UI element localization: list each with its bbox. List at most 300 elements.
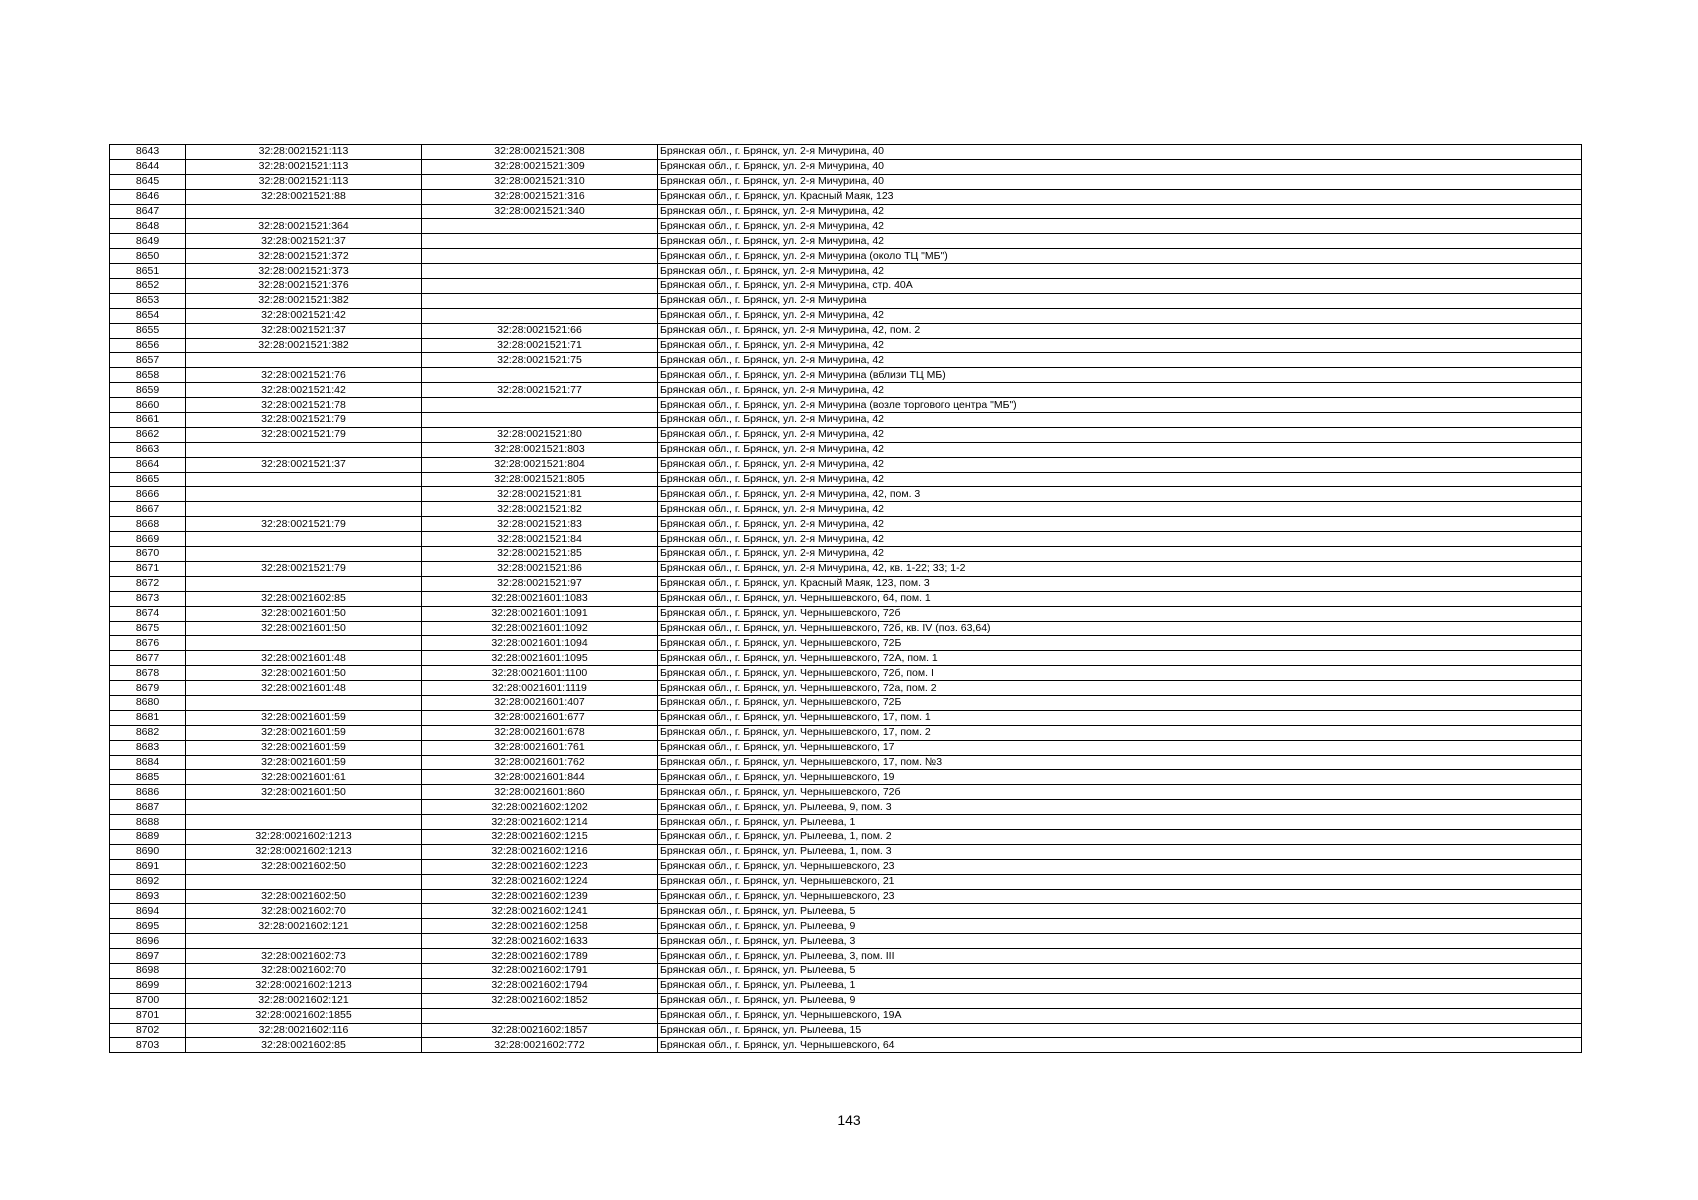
cadastral-number-cell: [422, 368, 658, 383]
row-number-cell: 8651: [110, 264, 186, 279]
parent-cadastral-number-cell: [186, 442, 422, 457]
cadastral-number-cell: 32:28:0021521:71: [422, 338, 658, 353]
address-cell: Брянская обл., г. Брянск, ул. 2-я Мичурина, 42, пом. 3: [658, 487, 1582, 502]
parent-cadastral-number-cell: 32:28:0021521:382: [186, 293, 422, 308]
table-row: [110, 457, 1582, 472]
parent-cadastral-number-cell: [186, 815, 422, 830]
address-cell: Брянская обл., г. Брянск, ул. Чернышевского, 72б, пом. I: [658, 666, 1582, 681]
address-cell: Брянская обл., г. Брянск, ул. Чернышевского, 64: [658, 1038, 1582, 1053]
table-row: [110, 502, 1582, 517]
table-row: [110, 189, 1582, 204]
parent-cadastral-number-cell: 32:28:0021602:121: [186, 919, 422, 934]
address-cell: Брянская обл., г. Брянск, ул. 2-я Мичурина, 42: [658, 547, 1582, 562]
cadastral-number-cell: 32:28:0021521:316: [422, 189, 658, 204]
cadastral-number-cell: 32:28:0021521:805: [422, 472, 658, 487]
address-cell: Брянская обл., г. Брянск, ул. 2-я Мичурина, 42, пом. 2: [658, 323, 1582, 338]
parent-cadastral-number-cell: 32:28:0021602:50: [186, 859, 422, 874]
parent-cadastral-number-cell: 32:28:0021602:121: [186, 993, 422, 1008]
cadastral-number-cell: 32:28:0021602:1258: [422, 919, 658, 934]
page-number: 143: [837, 1112, 861, 1128]
parent-cadastral-number-cell: 32:28:0021601:50: [186, 785, 422, 800]
parent-cadastral-number-cell: 32:28:0021521:76: [186, 368, 422, 383]
cadastral-number-cell: [422, 234, 658, 249]
cadastral-number-cell: 32:28:0021602:1223: [422, 859, 658, 874]
parent-cadastral-number-cell: 32:28:0021521:78: [186, 398, 422, 413]
row-number-cell: 8648: [110, 219, 186, 234]
table-row: [110, 636, 1582, 651]
cadastral-number-cell: 32:28:0021602:1791: [422, 963, 658, 978]
row-number-cell: 8671: [110, 561, 186, 576]
row-number-cell: 8684: [110, 755, 186, 770]
data-table: [109, 144, 1582, 1053]
table-row: [110, 413, 1582, 428]
cadastral-number-cell: 32:28:0021521:66: [422, 323, 658, 338]
cadastral-number-cell: 32:28:0021601:1095: [422, 651, 658, 666]
cadastral-number-cell: [422, 219, 658, 234]
cadastral-number-cell: 32:28:0021521:85: [422, 547, 658, 562]
address-cell: Брянская обл., г. Брянск, ул. 2-я Мичурина, 42: [658, 204, 1582, 219]
parent-cadastral-number-cell: 32:28:0021521:37: [186, 457, 422, 472]
parent-cadastral-number-cell: [186, 576, 422, 591]
parent-cadastral-number-cell: [186, 547, 422, 562]
row-number-cell: 8680: [110, 695, 186, 710]
parent-cadastral-number-cell: [186, 636, 422, 651]
row-number-cell: 8669: [110, 532, 186, 547]
parent-cadastral-number-cell: 32:28:0021601:48: [186, 681, 422, 696]
table-row: [110, 651, 1582, 666]
table-row: [110, 427, 1582, 442]
row-number-cell: 8699: [110, 978, 186, 993]
row-number-cell: 8664: [110, 457, 186, 472]
parent-cadastral-number-cell: 32:28:0021521:372: [186, 249, 422, 264]
table-row: [110, 919, 1582, 934]
row-number-cell: 8667: [110, 502, 186, 517]
address-cell: Брянская обл., г. Брянск, ул. Чернышевского, 23: [658, 859, 1582, 874]
table-row: [110, 383, 1582, 398]
parent-cadastral-number-cell: [186, 874, 422, 889]
table-row: [110, 725, 1582, 740]
table-row: [110, 517, 1582, 532]
table-row: [110, 219, 1582, 234]
address-cell: Брянская обл., г. Брянск, ул. 2-я Мичурина, 42: [658, 517, 1582, 532]
cadastral-number-cell: 32:28:0021601:844: [422, 770, 658, 785]
parent-cadastral-number-cell: 32:28:0021521:79: [186, 427, 422, 442]
cadastral-number-cell: 32:28:0021602:1794: [422, 978, 658, 993]
table-row: [110, 770, 1582, 785]
parent-cadastral-number-cell: [186, 800, 422, 815]
row-number-cell: 8653: [110, 293, 186, 308]
address-cell: Брянская обл., г. Брянск, ул. 2-я Мичурина: [658, 293, 1582, 308]
address-cell: Брянская обл., г. Брянск, ул. Рылеева, 9: [658, 919, 1582, 934]
parent-cadastral-number-cell: [186, 695, 422, 710]
cadastral-number-cell: 32:28:0021521:308: [422, 145, 658, 160]
row-number-cell: 8645: [110, 174, 186, 189]
parent-cadastral-number-cell: [186, 487, 422, 502]
cadastral-number-cell: [422, 1008, 658, 1023]
cadastral-number-cell: 32:28:0021521:804: [422, 457, 658, 472]
cadastral-number-cell: [422, 398, 658, 413]
table-row: [110, 1023, 1582, 1038]
cadastral-number-cell: 32:28:0021602:1239: [422, 889, 658, 904]
table-row: [110, 145, 1582, 160]
cadastral-number-cell: 32:28:0021602:1789: [422, 949, 658, 964]
row-number-cell: 8643: [110, 145, 186, 160]
address-cell: Брянская обл., г. Брянск, ул. Чернышевского, 23: [658, 889, 1582, 904]
address-cell: Брянская обл., г. Брянск, ул. 2-я Мичурина, 42: [658, 427, 1582, 442]
cadastral-number-cell: 32:28:0021601:678: [422, 725, 658, 740]
row-number-cell: 8668: [110, 517, 186, 532]
table-row: [110, 576, 1582, 591]
address-cell: Брянская обл., г. Брянск, ул. 2-я Мичурина, 42: [658, 472, 1582, 487]
cadastral-number-cell: 32:28:0021602:1633: [422, 934, 658, 949]
table-row: [110, 1038, 1582, 1053]
table-row: [110, 606, 1582, 621]
parent-cadastral-number-cell: 32:28:0021521:42: [186, 383, 422, 398]
row-number-cell: 8644: [110, 159, 186, 174]
row-number-cell: 8649: [110, 234, 186, 249]
address-cell: Брянская обл., г. Брянск, ул. 2-я Мичурина, 42: [658, 457, 1582, 472]
row-number-cell: 8663: [110, 442, 186, 457]
parent-cadastral-number-cell: 32:28:0021602:85: [186, 591, 422, 606]
cadastral-number-cell: [422, 279, 658, 294]
table-row: [110, 621, 1582, 636]
parent-cadastral-number-cell: 32:28:0021602:85: [186, 1038, 422, 1053]
parent-cadastral-number-cell: 32:28:0021601:50: [186, 606, 422, 621]
table-row: [110, 859, 1582, 874]
cadastral-number-cell: 32:28:0021601:407: [422, 695, 658, 710]
table-row: [110, 695, 1582, 710]
address-cell: Брянская обл., г. Брянск, ул. 2-я Мичурина, 40: [658, 174, 1582, 189]
cadastral-number-cell: [422, 249, 658, 264]
address-cell: Брянская обл., г. Брянск, ул. 2-я Мичурина, 42: [658, 219, 1582, 234]
parent-cadastral-number-cell: 32:28:0021602:73: [186, 949, 422, 964]
row-number-cell: 8677: [110, 651, 186, 666]
row-number-cell: 8675: [110, 621, 186, 636]
address-cell: Брянская обл., г. Брянск, ул. 2-я Мичурина, 42: [658, 502, 1582, 517]
row-number-cell: 8650: [110, 249, 186, 264]
row-number-cell: 8655: [110, 323, 186, 338]
address-cell: Брянская обл., г. Брянск, ул. Красный Маяк, 123, пом. 3: [658, 576, 1582, 591]
table-row: [110, 487, 1582, 502]
address-cell: Брянская обл., г. Брянск, ул. Рылеева, 3, пом. III: [658, 949, 1582, 964]
address-cell: Брянская обл., г. Брянск, ул. 2-я Мичурина, 42: [658, 532, 1582, 547]
cadastral-number-cell: 32:28:0021601:1119: [422, 681, 658, 696]
address-cell: Брянская обл., г. Брянск, ул. Рылеева, 1, пом. 3: [658, 844, 1582, 859]
parent-cadastral-number-cell: 32:28:0021601:59: [186, 710, 422, 725]
cadastral-number-cell: 32:28:0021602:1214: [422, 815, 658, 830]
row-number-cell: 8685: [110, 770, 186, 785]
address-cell: Брянская обл., г. Брянск, ул. 2-я Мичурина, стр. 40А: [658, 279, 1582, 294]
table-row: [110, 844, 1582, 859]
cadastral-number-cell: 32:28:0021601:1083: [422, 591, 658, 606]
row-number-cell: 8672: [110, 576, 186, 591]
cadastral-number-cell: 32:28:0021521:309: [422, 159, 658, 174]
table-row: [110, 338, 1582, 353]
row-number-cell: 8673: [110, 591, 186, 606]
address-cell: Брянская обл., г. Брянск, ул. 2-я Мичурина (вблизи ТЦ МБ): [658, 368, 1582, 383]
row-number-cell: 8657: [110, 353, 186, 368]
cadastral-number-cell: 32:28:0021521:80: [422, 427, 658, 442]
parent-cadastral-number-cell: [186, 204, 422, 219]
row-number-cell: 8659: [110, 383, 186, 398]
table-row: [110, 532, 1582, 547]
parent-cadastral-number-cell: [186, 934, 422, 949]
table-row: [110, 963, 1582, 978]
row-number-cell: 8701: [110, 1008, 186, 1023]
parent-cadastral-number-cell: [186, 353, 422, 368]
parent-cadastral-number-cell: 32:28:0021521:113: [186, 145, 422, 160]
address-cell: Брянская обл., г. Брянск, ул. Чернышевского, 17, пом. №3: [658, 755, 1582, 770]
address-cell: Брянская обл., г. Брянск, ул. 2-я Мичурина, 42: [658, 234, 1582, 249]
table-row: [110, 934, 1582, 949]
parent-cadastral-number-cell: 32:28:0021602:1855: [186, 1008, 422, 1023]
parent-cadastral-number-cell: 32:28:0021601:59: [186, 725, 422, 740]
cadastral-number-cell: 32:28:0021601:1100: [422, 666, 658, 681]
row-number-cell: 8674: [110, 606, 186, 621]
parent-cadastral-number-cell: 32:28:0021601:48: [186, 651, 422, 666]
address-cell: Брянская обл., г. Брянск, ул. Рылеева, 1: [658, 978, 1582, 993]
table-row: [110, 681, 1582, 696]
address-cell: Брянская обл., г. Брянск, ул. Чернышевского, 72б: [658, 606, 1582, 621]
address-cell: Брянская обл., г. Брянск, ул. Рылеева, 5: [658, 963, 1582, 978]
table-row: [110, 249, 1582, 264]
cadastral-number-cell: 32:28:0021601:860: [422, 785, 658, 800]
address-cell: Брянская обл., г. Брянск, ул. Чернышевского, 72б: [658, 785, 1582, 800]
parent-cadastral-number-cell: 32:28:0021602:1213: [186, 978, 422, 993]
parent-cadastral-number-cell: 32:28:0021521:364: [186, 219, 422, 234]
table-row: [110, 993, 1582, 1008]
parent-cadastral-number-cell: 32:28:0021521:88: [186, 189, 422, 204]
table-row: [110, 1008, 1582, 1023]
address-cell: Брянская обл., г. Брянск, ул. 2-я Мичурина, 42: [658, 338, 1582, 353]
address-cell: Брянская обл., г. Брянск, ул. Чернышевского, 17: [658, 740, 1582, 755]
address-cell: Брянская обл., г. Брянск, ул. Рылеева, 3: [658, 934, 1582, 949]
row-number-cell: 8703: [110, 1038, 186, 1053]
cadastral-number-cell: 32:28:0021602:1216: [422, 844, 658, 859]
cadastral-number-cell: 32:28:0021601:762: [422, 755, 658, 770]
parent-cadastral-number-cell: 32:28:0021601:50: [186, 621, 422, 636]
cadastral-number-cell: 32:28:0021602:1224: [422, 874, 658, 889]
address-cell: Брянская обл., г. Брянск, ул. Рылеева, 1: [658, 815, 1582, 830]
table-row: [110, 398, 1582, 413]
parent-cadastral-number-cell: 32:28:0021521:376: [186, 279, 422, 294]
cadastral-number-cell: 32:28:0021521:97: [422, 576, 658, 591]
row-number-cell: 8656: [110, 338, 186, 353]
table-row: [110, 308, 1582, 323]
cadastral-number-cell: 32:28:0021602:772: [422, 1038, 658, 1053]
address-cell: Брянская обл., г. Брянск, ул. Рылеева, 9: [658, 993, 1582, 1008]
row-number-cell: 8692: [110, 874, 186, 889]
address-cell: Брянская обл., г. Брянск, ул. Чернышевского, 72б, кв. IV (поз. 63,64): [658, 621, 1582, 636]
cadastral-number-cell: 32:28:0021601:1094: [422, 636, 658, 651]
row-number-cell: 8679: [110, 681, 186, 696]
address-cell: Брянская обл., г. Брянск, ул. Чернышевского, 72А, пом. 1: [658, 651, 1582, 666]
address-cell: Брянская обл., г. Брянск, ул. Рылеева, 5: [658, 904, 1582, 919]
address-cell: Брянская обл., г. Брянск, ул. Красный Маяк, 123: [658, 189, 1582, 204]
address-cell: Брянская обл., г. Брянск, ул. Рылеева, 1, пом. 2: [658, 829, 1582, 844]
cadastral-number-cell: 32:28:0021602:1202: [422, 800, 658, 815]
row-number-cell: 8700: [110, 993, 186, 1008]
parent-cadastral-number-cell: 32:28:0021521:382: [186, 338, 422, 353]
parent-cadastral-number-cell: 32:28:0021602:1213: [186, 829, 422, 844]
row-number-cell: 8670: [110, 547, 186, 562]
cadastral-number-cell: [422, 293, 658, 308]
parent-cadastral-number-cell: 32:28:0021601:59: [186, 755, 422, 770]
row-number-cell: 8662: [110, 427, 186, 442]
table-row: [110, 353, 1582, 368]
address-cell: Брянская обл., г. Брянск, ул. 2-я Мичурина, 42: [658, 264, 1582, 279]
table-row: [110, 829, 1582, 844]
address-cell: Брянская обл., г. Брянск, ул. 2-я Мичурина (около ТЦ "МБ"): [658, 249, 1582, 264]
table-row: [110, 666, 1582, 681]
table-row: [110, 904, 1582, 919]
address-cell: Брянская обл., г. Брянск, ул. 2-я Мичурина, 42: [658, 353, 1582, 368]
table-row: [110, 174, 1582, 189]
cadastral-number-cell: 32:28:0021602:1215: [422, 829, 658, 844]
address-cell: Брянская обл., г. Брянск, ул. Чернышевского, 72а, пом. 2: [658, 681, 1582, 696]
address-cell: Брянская обл., г. Брянск, ул. 2-я Мичурина, 42, кв. 1-22; 33; 1-2: [658, 561, 1582, 576]
parent-cadastral-number-cell: 32:28:0021601:50: [186, 666, 422, 681]
table-row: [110, 293, 1582, 308]
row-number-cell: 8683: [110, 740, 186, 755]
cadastral-number-cell: 32:28:0021521:803: [422, 442, 658, 457]
parent-cadastral-number-cell: 32:28:0021521:37: [186, 234, 422, 249]
table-row: [110, 547, 1582, 562]
row-number-cell: 8654: [110, 308, 186, 323]
parent-cadastral-number-cell: 32:28:0021521:79: [186, 413, 422, 428]
table-row: [110, 472, 1582, 487]
parent-cadastral-number-cell: 32:28:0021601:59: [186, 740, 422, 755]
parent-cadastral-number-cell: 32:28:0021602:70: [186, 963, 422, 978]
table-row: [110, 368, 1582, 383]
cadastral-number-cell: 32:28:0021521:340: [422, 204, 658, 219]
row-number-cell: 8686: [110, 785, 186, 800]
row-number-cell: 8694: [110, 904, 186, 919]
row-number-cell: 8689: [110, 829, 186, 844]
row-number-cell: 8702: [110, 1023, 186, 1038]
row-number-cell: 8658: [110, 368, 186, 383]
address-cell: Брянская обл., г. Брянск, ул. 2-я Мичурина (возле торгового центра "МБ"): [658, 398, 1582, 413]
row-number-cell: 8697: [110, 949, 186, 964]
address-cell: Брянская обл., г. Брянск, ул. 2-я Мичурина, 42: [658, 413, 1582, 428]
parent-cadastral-number-cell: 32:28:0021521:79: [186, 561, 422, 576]
cadastral-number-cell: 32:28:0021521:310: [422, 174, 658, 189]
cadastral-number-cell: 32:28:0021601:761: [422, 740, 658, 755]
table-row: [110, 561, 1582, 576]
cadastral-number-cell: 32:28:0021521:83: [422, 517, 658, 532]
row-number-cell: 8681: [110, 710, 186, 725]
table-row: [110, 740, 1582, 755]
cadastral-number-cell: 32:28:0021602:1852: [422, 993, 658, 1008]
address-cell: Брянская обл., г. Брянск, ул. Чернышевского, 72Б: [658, 695, 1582, 710]
table-row: [110, 442, 1582, 457]
address-cell: Брянская обл., г. Брянск, ул. 2-я Мичурина, 42: [658, 442, 1582, 457]
cadastral-number-cell: 32:28:0021521:77: [422, 383, 658, 398]
row-number-cell: 8676: [110, 636, 186, 651]
address-cell: Брянская обл., г. Брянск, ул. 2-я Мичурина, 42: [658, 383, 1582, 398]
row-number-cell: 8682: [110, 725, 186, 740]
table-row: [110, 204, 1582, 219]
parent-cadastral-number-cell: 32:28:0021602:116: [186, 1023, 422, 1038]
cadastral-number-cell: 32:28:0021601:1091: [422, 606, 658, 621]
table-body: [110, 145, 1582, 1053]
row-number-cell: 8661: [110, 413, 186, 428]
table-row: [110, 889, 1582, 904]
table-row: [110, 323, 1582, 338]
cadastral-number-cell: 32:28:0021602:1241: [422, 904, 658, 919]
cadastral-number-cell: 32:28:0021521:81: [422, 487, 658, 502]
parent-cadastral-number-cell: 32:28:0021521:79: [186, 517, 422, 532]
parent-cadastral-number-cell: [186, 502, 422, 517]
table-row: [110, 978, 1582, 993]
row-number-cell: 8678: [110, 666, 186, 681]
cadastral-number-cell: 32:28:0021521:84: [422, 532, 658, 547]
parent-cadastral-number-cell: 32:28:0021521:42: [186, 308, 422, 323]
row-number-cell: 8695: [110, 919, 186, 934]
cadastral-number-cell: 32:28:0021601:1092: [422, 621, 658, 636]
row-number-cell: 8665: [110, 472, 186, 487]
address-cell: Брянская обл., г. Брянск, ул. Чернышевского, 72Б: [658, 636, 1582, 651]
parent-cadastral-number-cell: [186, 532, 422, 547]
row-number-cell: 8660: [110, 398, 186, 413]
cadastral-number-cell: 32:28:0021521:86: [422, 561, 658, 576]
address-cell: Брянская обл., г. Брянск, ул. 2-я Мичурина, 40: [658, 159, 1582, 174]
address-cell: Брянская обл., г. Брянск, ул. Чернышевского, 17, пом. 1: [658, 710, 1582, 725]
row-number-cell: 8652: [110, 279, 186, 294]
cadastral-number-cell: [422, 308, 658, 323]
table-row: [110, 264, 1582, 279]
address-cell: Брянская обл., г. Брянск, ул. Чернышевского, 21: [658, 874, 1582, 889]
row-number-cell: 8691: [110, 859, 186, 874]
cadastral-number-cell: 32:28:0021602:1857: [422, 1023, 658, 1038]
row-number-cell: 8688: [110, 815, 186, 830]
parent-cadastral-number-cell: 32:28:0021521:37: [186, 323, 422, 338]
address-cell: Брянская обл., г. Брянск, ул. Чернышевского, 19: [658, 770, 1582, 785]
row-number-cell: 8698: [110, 963, 186, 978]
row-number-cell: 8696: [110, 934, 186, 949]
address-cell: Брянская обл., г. Брянск, ул. Чернышевского, 17, пом. 2: [658, 725, 1582, 740]
address-cell: Брянская обл., г. Брянск, ул. Чернышевского, 19А: [658, 1008, 1582, 1023]
address-cell: Брянская обл., г. Брянск, ул. 2-я Мичурина, 42: [658, 308, 1582, 323]
parent-cadastral-number-cell: 32:28:0021601:61: [186, 770, 422, 785]
row-number-cell: 8647: [110, 204, 186, 219]
row-number-cell: 8646: [110, 189, 186, 204]
table-row: [110, 949, 1582, 964]
row-number-cell: 8690: [110, 844, 186, 859]
address-cell: Брянская обл., г. Брянск, ул. 2-я Мичурина, 40: [658, 145, 1582, 160]
parent-cadastral-number-cell: 32:28:0021602:1213: [186, 844, 422, 859]
row-number-cell: 8666: [110, 487, 186, 502]
address-cell: Брянская обл., г. Брянск, ул. Чернышевского, 64, пом. 1: [658, 591, 1582, 606]
parent-cadastral-number-cell: 32:28:0021521:373: [186, 264, 422, 279]
table-row: [110, 710, 1582, 725]
parent-cadastral-number-cell: 32:28:0021521:113: [186, 159, 422, 174]
parent-cadastral-number-cell: 32:28:0021602:70: [186, 904, 422, 919]
table-row: [110, 755, 1582, 770]
row-number-cell: 8693: [110, 889, 186, 904]
cadastral-number-cell: 32:28:0021521:82: [422, 502, 658, 517]
table-row: [110, 159, 1582, 174]
cadastral-number-cell: 32:28:0021521:75: [422, 353, 658, 368]
table-row: [110, 785, 1582, 800]
table-row: [110, 874, 1582, 889]
address-cell: Брянская обл., г. Брянск, ул. Рылеева, 9, пом. 3: [658, 800, 1582, 815]
cadastral-number-cell: [422, 413, 658, 428]
row-number-cell: 8687: [110, 800, 186, 815]
table-row: [110, 279, 1582, 294]
address-cell: Брянская обл., г. Брянск, ул. Рылеева, 15: [658, 1023, 1582, 1038]
parent-cadastral-number-cell: [186, 472, 422, 487]
